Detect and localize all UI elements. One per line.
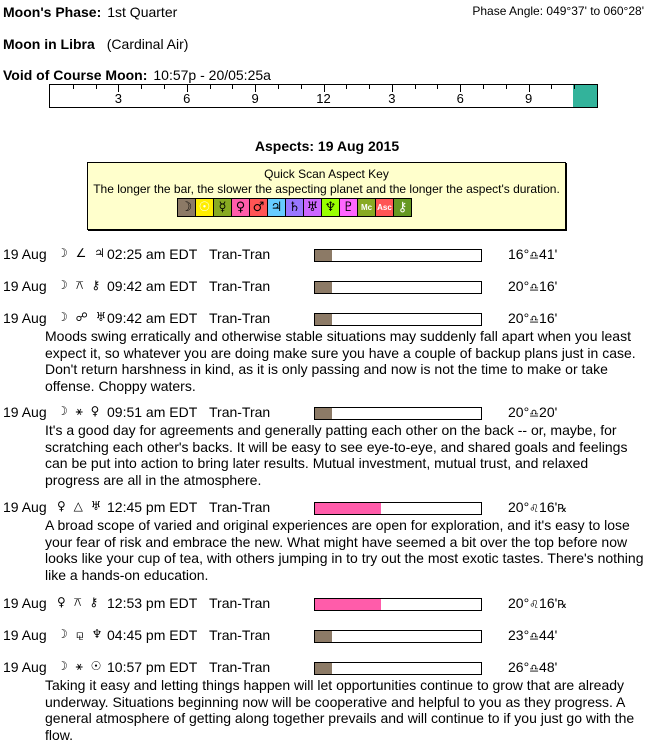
aspect-key-title: Quick Scan Aspect Key (264, 167, 389, 181)
aspect-entry (3, 627, 648, 645)
jupiter-icon: ♃ (268, 199, 286, 216)
aspect-time: 12:45 pm EDT (107, 499, 198, 515)
aspect-header (3, 627, 648, 645)
aspect-duration-bar (314, 249, 482, 262)
timeline-tick (301, 85, 302, 89)
timeline-tick (73, 85, 74, 89)
timeline-tick (574, 85, 575, 89)
aspect-type: Tran-Tran (209, 595, 271, 611)
aspect-glyphs-icon: ♀ ⚻ ⚷ (57, 595, 101, 609)
aspect-date: 19 Aug (3, 627, 47, 643)
aspect-position (508, 246, 557, 262)
aspect-type: Tran-Tran (209, 310, 271, 326)
aspect-degree: 20° (508, 595, 530, 611)
zodiac-sign-icon: ♌ (529, 598, 540, 611)
aspect-header (3, 310, 648, 328)
aspect-time: 04:45 pm EDT (107, 627, 198, 643)
aspect-duration-fill (315, 282, 332, 293)
aspect-key-description: The longer the bar, the slower the aspecting planet and the longer the aspect's duration. (93, 182, 560, 196)
aspect-position (508, 278, 557, 294)
timeline-hour-label: 6 (456, 91, 464, 106)
zodiac-sign-icon: ♎ (529, 662, 540, 675)
moon-sign-row (3, 36, 188, 52)
aspect-glyphs-icon: ☽ ⚹ ☉ (57, 659, 104, 673)
retrograde-icon: ℞ (557, 502, 568, 515)
aspect-degree: 20° (508, 278, 530, 294)
timeline-tick (210, 85, 211, 89)
aspect-entry (3, 278, 648, 296)
aspect-degree: 23° (508, 627, 530, 643)
moon-icon: ☽ (178, 199, 196, 216)
aspect-duration-bar (314, 407, 482, 420)
aspect-glyphs-icon: ♀ △ ♅ (57, 499, 104, 513)
aspect-position (508, 404, 557, 420)
void-of-course-label: Void of Course Moon: (3, 67, 148, 83)
aspect-header (3, 246, 648, 264)
timeline-hour-label: 3 (388, 91, 396, 106)
aspect-type: Tran-Tran (209, 278, 271, 294)
timeline-hour-label: 9 (525, 91, 533, 106)
timeline-tick (551, 85, 552, 89)
aspect-type: Tran-Tran (209, 246, 271, 262)
aspect-time: 09:51 am EDT (107, 404, 198, 420)
phase-angle: Phase Angle: 049°37' to 060°28' (472, 4, 644, 18)
aspect-minutes: 20' (539, 404, 558, 420)
void-of-course-value: 10:57p - 20/05:25a (153, 67, 271, 83)
aspect-time: 10:57 pm EDT (107, 659, 198, 675)
sun-icon: ☉ (196, 199, 214, 216)
aspect-header (3, 278, 648, 296)
zodiac-sign-icon: ♎ (529, 249, 540, 262)
timeline-tick (164, 85, 165, 89)
aspect-duration-bar (314, 281, 482, 294)
aspect-date: 19 Aug (3, 310, 47, 326)
aspect-header (3, 659, 648, 677)
aspect-date: 19 Aug (3, 278, 47, 294)
aspect-date: 19 Aug (3, 595, 47, 611)
aspect-duration-fill (315, 408, 332, 419)
aspect-key-swatches (177, 198, 412, 217)
aspect-degree: 20° (508, 499, 530, 515)
aspect-glyphs-icon: ☽ ⚹ ♀ (57, 404, 102, 418)
aspect-position (508, 627, 557, 643)
aspect-minutes: 16' (539, 278, 558, 294)
zodiac-sign-icon: ♎ (529, 281, 540, 294)
timeline-tick (483, 85, 484, 89)
aspect-degree: 20° (508, 310, 530, 326)
aspect-header (3, 595, 648, 613)
pluto-icon: ♇ (340, 199, 358, 216)
timeline-hour-label: 12 (316, 91, 331, 106)
aspect-interpretation: It's a good day for agreements and generally patting each other on the back -- or, maybe, for scratching each other's backs. It will be easy to see eye-to-eye, and shared goals and feelings can be put into action to bring later results. Mutual investment, mutual trust, and relaxed progress are all in the atmosphere. (45, 422, 628, 488)
aspect-duration-fill (315, 663, 332, 674)
aspect-position (508, 595, 567, 611)
aspect-interpretation: A broad scope of varied and original experiences are open for exploration, and it's easy to lose your fear of risk and embrace the new. What might have seemed a bit over the top before now looks like your cup of tea, with others jumping in to try out the most exotic tastes. There's nothing like a hands-on education. (45, 517, 644, 583)
aspect-interpretation: Taking it easy and letting things happen will let opportunities continue to grow that are already underway. Situations beginning now will be cooperative and helpful to you as they progress. A general atmosphere of getting along together prevails and will continue to if you just go with the flow. (45, 677, 635, 743)
aspect-duration-bar (314, 502, 482, 515)
neptune-icon: ♆ (322, 199, 340, 216)
aspect-minutes: 16' (539, 499, 558, 515)
mercury-icon: ☿ (214, 199, 232, 216)
timeline-tick (437, 85, 438, 89)
aspect-glyphs-icon: ☽ ⚻ ⚷ (57, 278, 103, 292)
aspect-header (3, 404, 648, 422)
aspect-duration-fill (315, 599, 381, 610)
aspect-minutes: 16' (539, 310, 558, 326)
void-of-course-timeline (49, 84, 598, 108)
aspect-key (87, 162, 566, 230)
zodiac-sign-icon: ♌ (529, 502, 540, 515)
aspect-time: 09:42 am EDT (107, 278, 198, 294)
moon-sign-label: Moon in Libra (3, 36, 95, 52)
ascendant-icon: Asc (376, 199, 394, 216)
timeline-tick (141, 85, 142, 89)
saturn-icon: ♄ (286, 199, 304, 216)
timeline-hour-label: 3 (114, 91, 122, 106)
aspect-time: 12:53 pm EDT (107, 595, 198, 611)
aspect-header (3, 499, 648, 517)
moon-phase-row (3, 4, 177, 20)
aspect-type: Tran-Tran (209, 627, 271, 643)
zodiac-sign-icon: ♎ (529, 407, 540, 420)
aspect-entry (3, 499, 648, 583)
aspect-duration-fill (315, 631, 332, 642)
timeline-tick (369, 85, 370, 89)
timeline-hour-label: 6 (183, 91, 191, 106)
aspect-glyphs-icon: ☽ ∠ ♃ (57, 246, 107, 260)
timeline-hour-label: 9 (251, 91, 259, 106)
aspect-entry (3, 310, 648, 394)
aspect-position (508, 499, 567, 515)
aspect-type: Tran-Tran (209, 499, 271, 515)
aspect-minutes: 41' (539, 246, 558, 262)
uranus-icon: ♅ (304, 199, 322, 216)
aspect-type: Tran-Tran (209, 659, 271, 675)
aspect-date: 19 Aug (3, 246, 47, 262)
aspect-date: 19 Aug (3, 404, 47, 420)
timeline-tick (346, 85, 347, 89)
void-of-course-row (3, 67, 271, 83)
aspect-degree: 26° (508, 659, 530, 675)
aspect-minutes: 44' (539, 627, 558, 643)
timeline-tick (506, 85, 507, 89)
aspect-glyphs-icon: ☽ ☍ ♅ (57, 310, 109, 324)
aspect-duration-bar (314, 598, 482, 611)
aspect-degree: 20° (508, 404, 530, 420)
aspect-duration-bar (314, 662, 482, 675)
retrograde-icon: ℞ (557, 598, 568, 611)
aspect-entry (3, 659, 648, 743)
void-of-course-fill (573, 85, 597, 107)
aspects-title: Aspects: 19 Aug 2015 (254, 138, 400, 154)
aspect-entry (3, 246, 648, 264)
aspect-time: 02:25 am EDT (107, 246, 198, 262)
zodiac-sign-icon: ♎ (529, 313, 540, 326)
moon-phase-value: 1st Quarter (107, 4, 178, 20)
aspect-degree: 16° (508, 246, 530, 262)
aspect-duration-bar (314, 630, 482, 643)
zodiac-sign-icon: ♎ (529, 630, 540, 643)
timeline-tick (96, 85, 97, 89)
aspect-duration-bar (314, 313, 482, 326)
aspect-minutes: 48' (539, 659, 558, 675)
timeline-tick (232, 85, 233, 89)
moon-phase-label: Moon's Phase: (3, 4, 102, 20)
aspect-position (508, 310, 557, 326)
aspect-entry (3, 595, 648, 613)
aspect-duration-fill (315, 250, 332, 261)
aspect-time: 09:42 am EDT (107, 310, 198, 326)
chiron-icon: ⚷ (394, 199, 411, 216)
aspect-minutes: 16' (539, 595, 558, 611)
aspect-duration-fill (315, 503, 381, 514)
venus-icon: ♀ (232, 199, 250, 216)
aspect-entry (3, 404, 648, 488)
aspect-type: Tran-Tran (209, 404, 271, 420)
aspect-position (508, 659, 557, 675)
moon-sign-element: (Cardinal Air) (106, 36, 189, 52)
aspect-date: 19 Aug (3, 659, 47, 675)
aspect-duration-fill (315, 314, 332, 325)
aspect-glyphs-icon: ☽ ⚼ ♆ (57, 627, 105, 641)
aspect-interpretation: Moods swing erratically and otherwise stable situations may suddenly fall apart when you least expect it, so whatever you are doing make sure you have a couple of backup plans just in case. Don't return harshness in kind, as it is only passing and now is not the time to make or take offense. Choppy waters. (45, 328, 636, 394)
midheaven-icon: Mc (358, 199, 376, 216)
aspect-date: 19 Aug (3, 499, 47, 515)
timeline-tick (278, 85, 279, 89)
timeline-tick (415, 85, 416, 89)
mars-icon: ♂ (250, 199, 268, 216)
